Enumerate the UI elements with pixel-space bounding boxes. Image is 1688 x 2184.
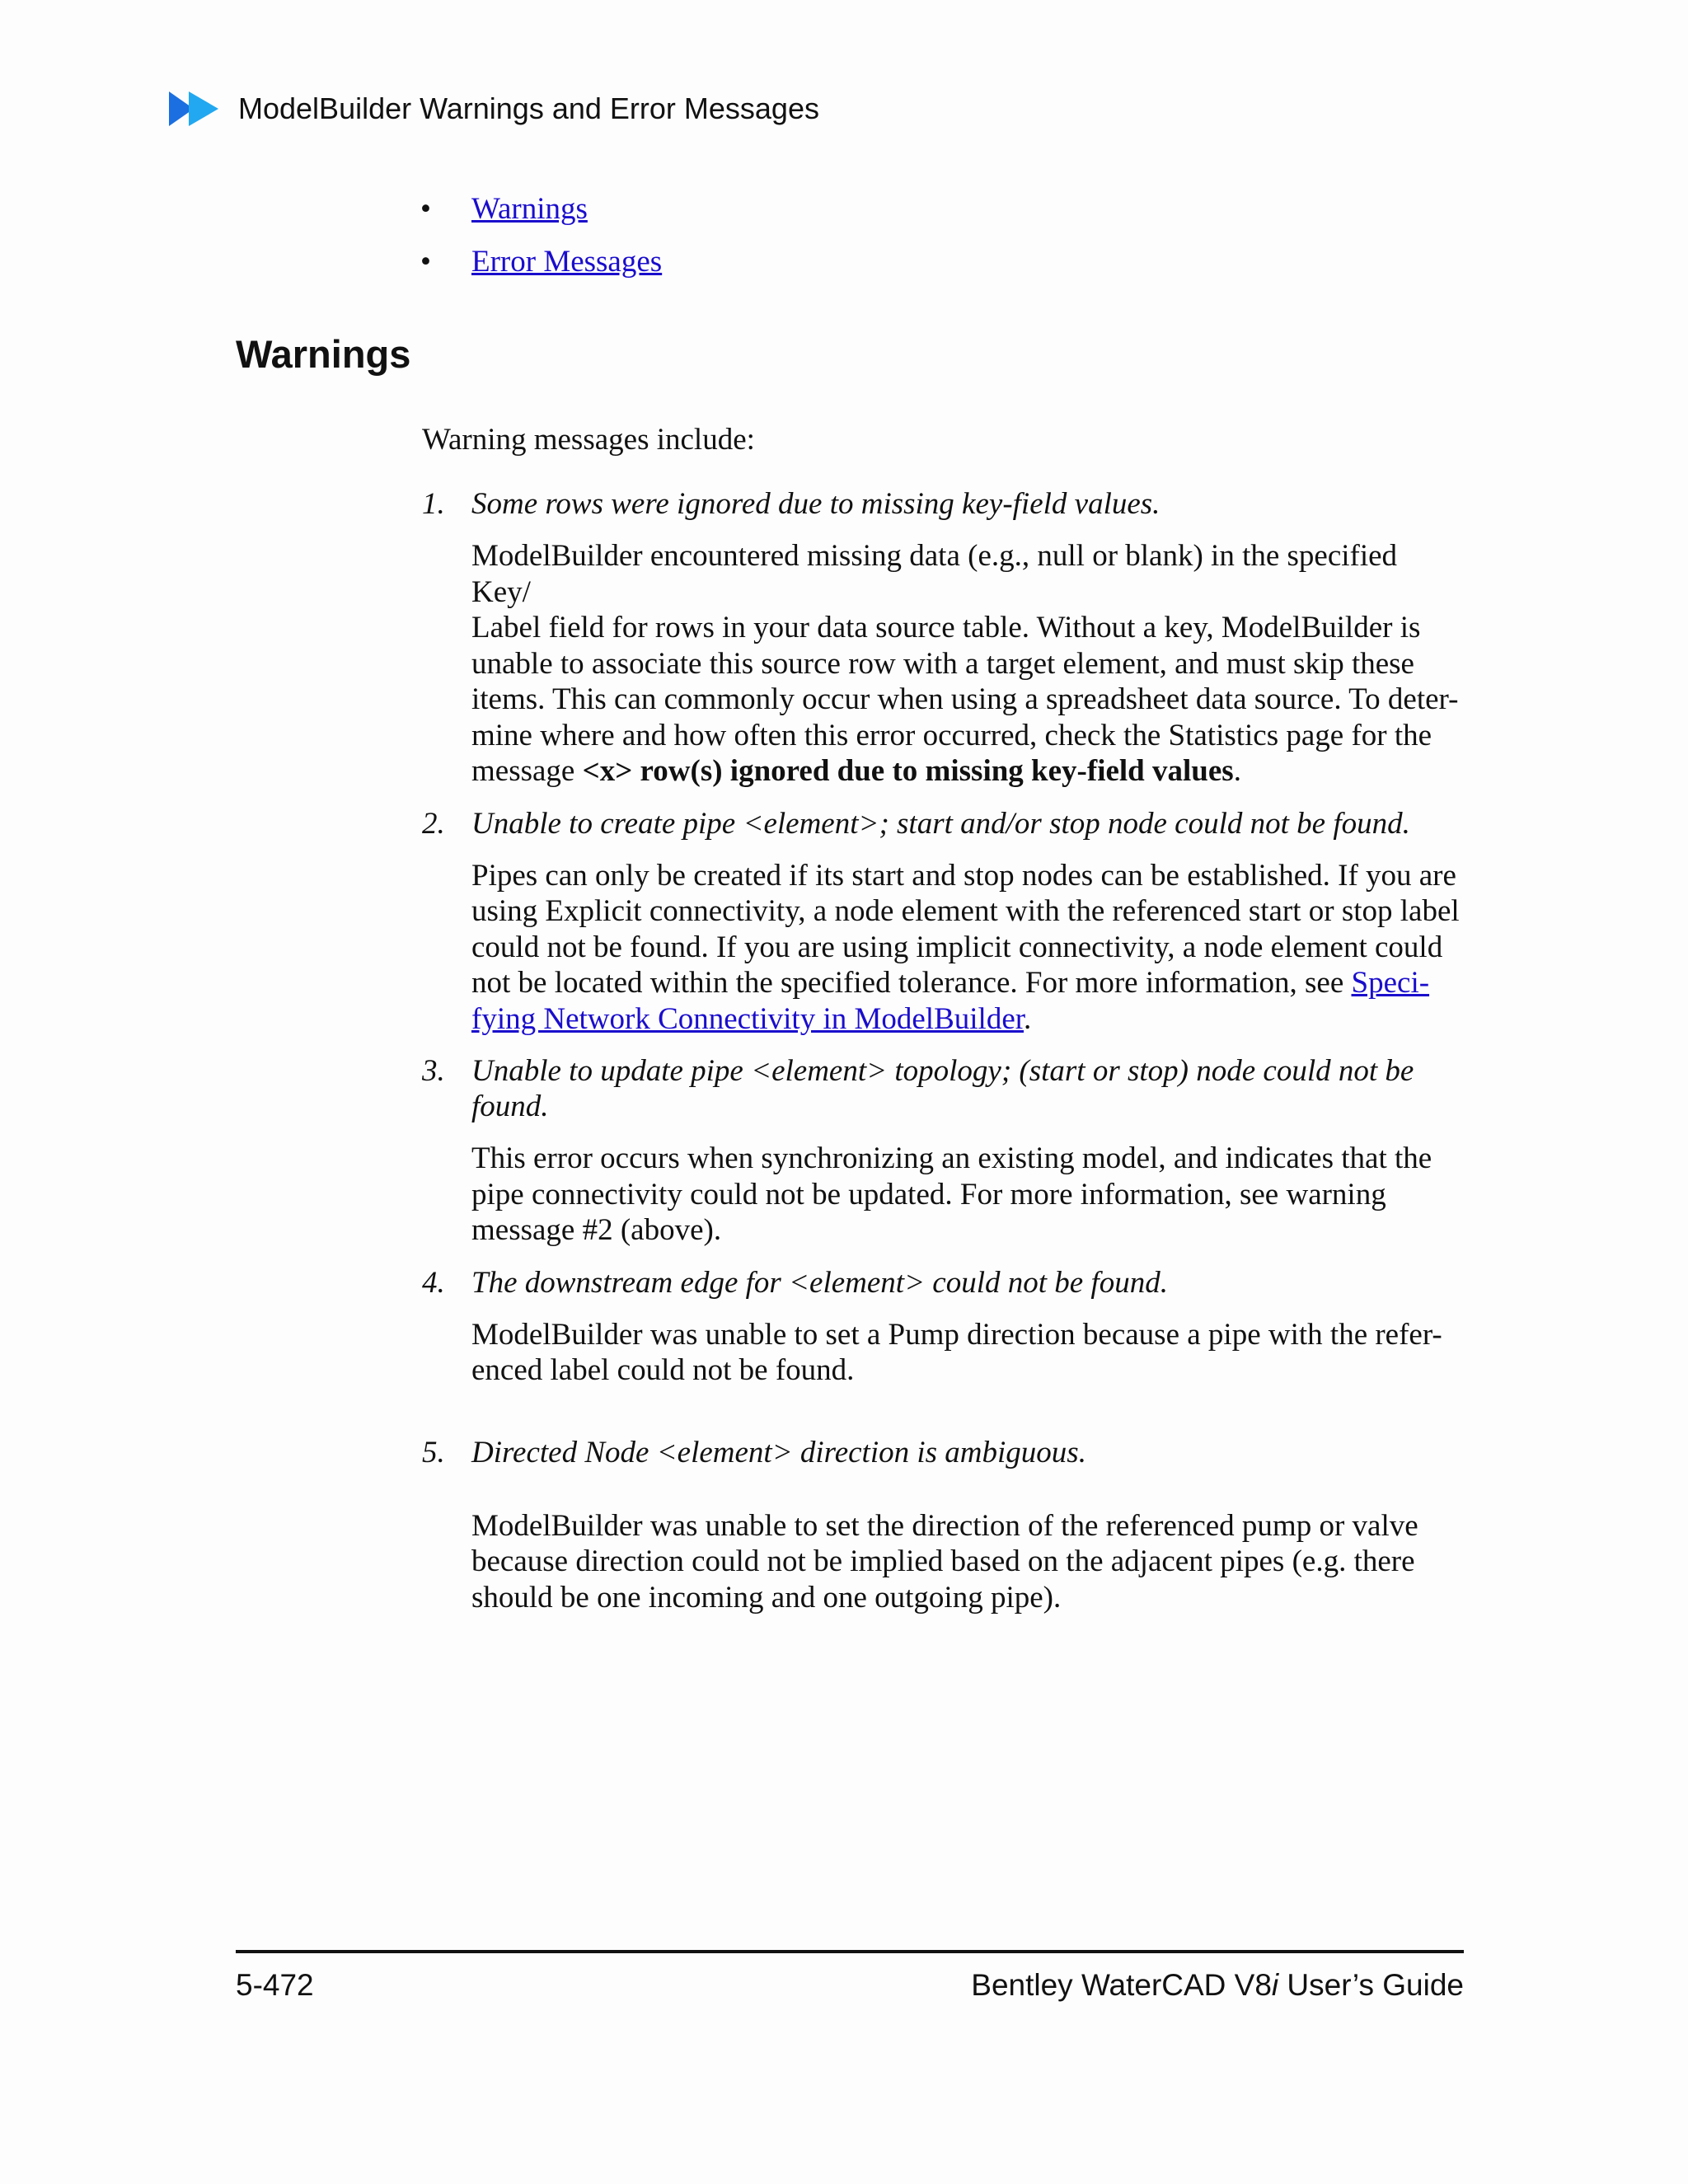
warning-item-5 xyxy=(422,1435,1461,1616)
footer-rule xyxy=(236,1950,1464,1953)
guide-title: Bentley WaterCAD V8i User’s Guide xyxy=(971,1968,1464,2002)
warning-description: ModelBuilder encountered missing data (e.g., null or blank) in the specified Key/ Label field for rows in your data source table. Without a key, ModelBuilder is unable to associate this source row with a target element, and must skip these items. This can commonly occur when using a spreadsheet data source. To deter- mine where and how often this error occurred, check the Statistics page for the message <x> row(s) ignored due to missing key-field values. xyxy=(471,539,1459,788)
warning-description: Pipes can only be created if its start and stop nodes can be established. If you are using Explicit connectivity, a node element with the referenced start or stop label could not be found. If you are using implicit connectivity, a node element could not be located within the specified tolerance. For more information, see Speci- fying Network Connectivity in ModelBuilder. xyxy=(471,858,1460,1036)
bullet: • xyxy=(420,192,431,226)
warning-description: ModelBuilder was unable to set a Pump direction because a pipe with the refer- enced label could not be found. xyxy=(471,1317,1442,1387)
toc-link-error-messages[interactable]: Error Messages xyxy=(471,245,663,279)
warning-item-1 xyxy=(422,486,1461,790)
warning-title: The downstream edge for <element> could not be found. xyxy=(471,1265,1168,1300)
connectivity-link-part1[interactable]: Speci- xyxy=(1351,966,1430,1000)
page-header xyxy=(169,86,819,132)
warning-item-4 xyxy=(422,1265,1461,1389)
warning-item-2 xyxy=(422,806,1461,1038)
item-number: 2. xyxy=(422,806,445,841)
item-number: 3. xyxy=(422,1054,445,1088)
message-text: <x> row(s) ignored due to missing key-field values xyxy=(582,754,1234,788)
bullet: • xyxy=(420,245,431,279)
intro-text: Warning messages include: xyxy=(422,423,755,457)
page-number: 5-472 xyxy=(236,1968,314,2002)
double-arrow-logo-icon xyxy=(169,90,222,128)
warning-title: Unable to update pipe <element> topology; (start or stop) node could not be found. xyxy=(471,1054,1414,1123)
warning-title: Some rows were ignored due to missing key-field values. xyxy=(471,487,1160,521)
warning-item-3 xyxy=(422,1053,1461,1249)
item-number: 4. xyxy=(422,1265,445,1300)
warning-title: Directed Node <element> direction is ambiguous. xyxy=(471,1435,1086,1469)
section-heading: Warnings xyxy=(236,332,411,376)
warning-list xyxy=(422,486,1461,1615)
item-number: 5. xyxy=(422,1435,445,1469)
toc-link-warnings[interactable]: Warnings xyxy=(471,192,588,226)
warning-description: This error occurs when synchronizing an existing model, and indicates that the pipe connectivity could not be updated. For more information, see warning message #2 (above). xyxy=(471,1141,1432,1247)
item-number: 1. xyxy=(422,487,445,521)
connectivity-link-part2[interactable]: fying Network Connectivity in ModelBuilder xyxy=(471,1001,1025,1036)
header-title: ModelBuilder Warnings and Error Messages xyxy=(238,91,819,125)
warning-title: Unable to create pipe <element>; start and/or stop node could not be found. xyxy=(471,806,1410,841)
warning-description: ModelBuilder was unable to set the direction of the referenced pump or valve because direction could not be implied based on the adjacent pipes (e.g. there should be one incoming and one outgoing pipe). xyxy=(471,1508,1418,1615)
